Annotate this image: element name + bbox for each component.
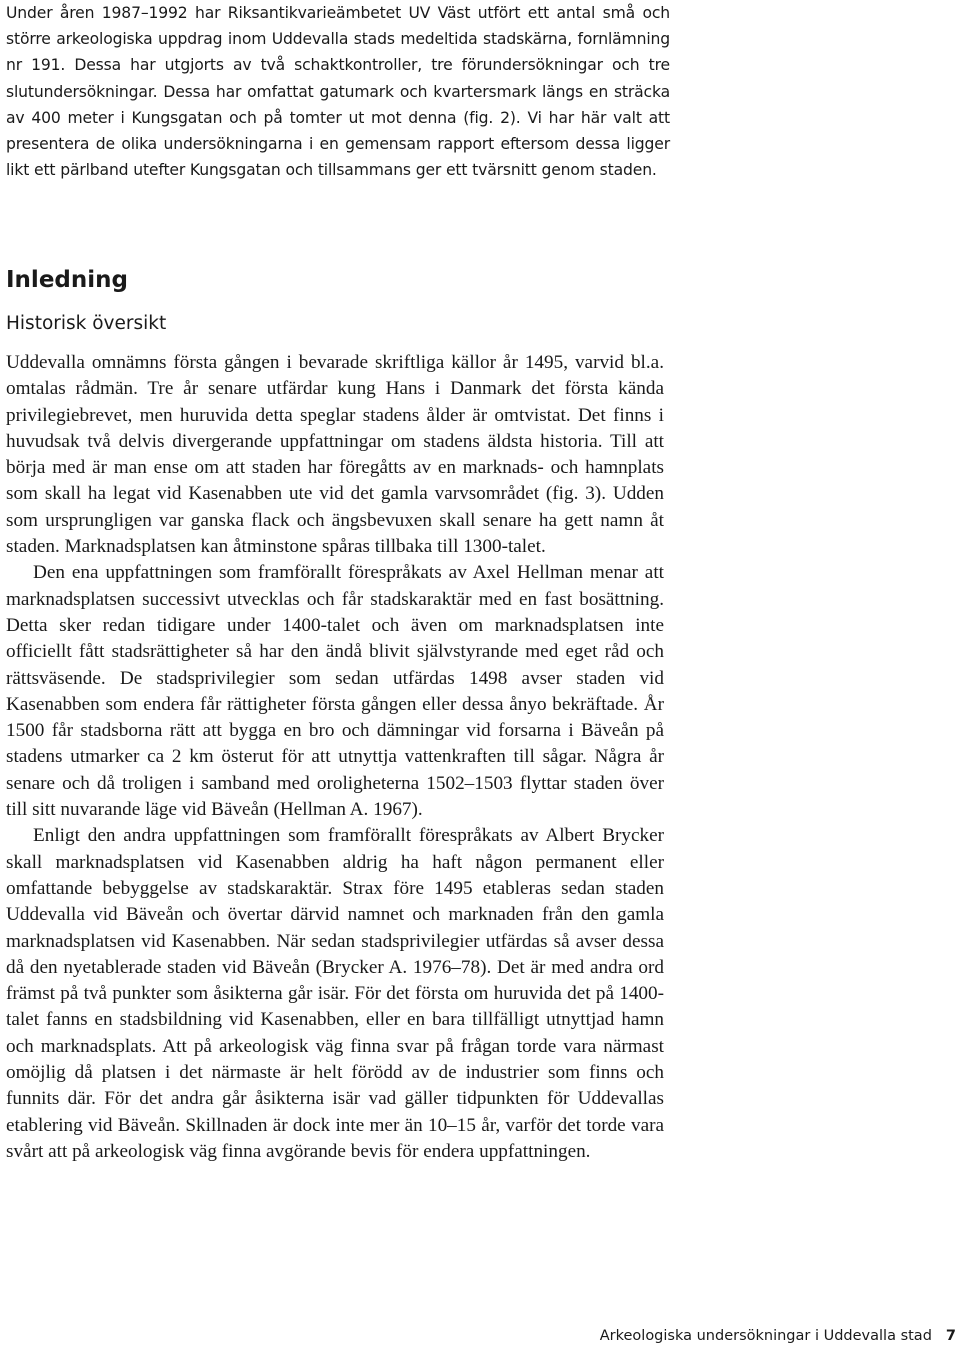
page-footer	[600, 1326, 956, 1346]
body-paragraph: Den ena uppfattningen som framförallt förespråkats av Axel Hellman menar att marknadsplatsen successivt utvecklas och får stadskaraktär med en fast bosättning. Detta sker redan tidigare under 1400-talet och även om marknadsplatsen inte officiellt fått stadsrättigheter så har den ändå blivit självstyrande med eget råd och rättsväsende. De stadsprivilegier som sedan utfärdas 1498 avser staden vid Kasenabben som endera får rättigheter första gången eller dessa ånyo bekräftade. År 1500 får stadsborna rätt att bygga en bro och dämningar vid forsarna i Bäveån på stadens utmarker ca 2 km österut för att utnyttja vattenkraften till sågar. Några år senare och då troligen i samband med oroligheterna 1502–1503 flyttar staden över till sitt nuvarande läge vid Bäveån (Hellman A. 1967).	[6, 562, 664, 821]
section-heading: Inledning	[6, 267, 128, 293]
body-paragraph: Enligt den andra uppfattningen som framförallt förespråkats av Albert Brycker skall marknadsplatsen vid Kasenabben aldrig ha haft någon permanent eller omfattande bebyggelse av stadskaraktär. Strax före 1495 etableras sedan staden Uddevalla vid Bäveån och övertar därvid namnet och marknaden från den gamla marknadsplatsen vid Kasenabben. När sedan stadsprivilegier utfärdas så avser dessa då den nyetablerade staden vid Bäveån (Brycker A. 1976–78). Det är med andra ord främst på två punkter som åsikterna går isär. För det första om huruvida det på 1400-talet fanns en stadsbildning vid Kasenabben, eller en bara tillfälligt utnyttjad hamn och marknadsplats. Att på arkeologisk väg finna svar på frågan torde vara närmast omöjlig då platsen i det närmaste är helt förödd av de industrier som finns och funnits där. För det andra går åsikterna isär vad gäller tidpunkten för Uddevallas etablering vid Bäveån. Skillnaden är dock inte mer än 10–15 år, varför det torde vara svårt att på arkeologisk väg finna avgörande bevis för endera uppfattningen.	[6, 825, 664, 1162]
footer-title: Arkeologiska undersökningar i Uddevalla stad	[599, 1328, 932, 1344]
section-subheading: Historisk översikt	[6, 313, 167, 334]
body-paragraph: Uddevalla omnämns första gången i bevarade skriftliga källor år 1495, varvid bl.a. omtalas rådmän. Tre år senare utfärdar kung Hans i Danmark det första kända privilegiebrevet, men huruvida detta speglar stadens ålder är omtvistat. Det finns i huvudsak två delvis divergerande uppfattningar om stadens äldsta historia. Till att börja med är man ense om att staden har föregåtts av en marknads- och hamnplats som skall ha legat vid Kasenabben ute vid det gamla varvsområdet (fig. 3). Udden som ursprungligen var ganska flack och ängsbevuxen skall senare ha gett namn åt staden. Marknadsplatsen kan åtminstone spåras tillbaka till 1300-talet.	[6, 352, 664, 558]
body-text	[6, 350, 664, 1165]
page-number: 7	[945, 1328, 956, 1344]
intro-paragraph: Under åren 1987–1992 har Riksantikvarieämbetet UV Väst utfört ett antal små och större arkeologiska uppdrag inom Uddevalla stads medeltida stadskärna, fornlämning nr 191. Dessa har utgjorts av två schaktkontroller, tre förundersökningar och tre slutundersökningar. Dessa har omfattat gatumark och kvartersmark längs en sträcka av 400 meter i Kungsgatan och på tomter ut mot denna (fig. 2). Vi har här valt att presentera de olika undersökningarna i en gemensam rapport eftersom dessa ligger likt ett pärlband utefter Kungsgatan och tillsammans ger ett tvärsnitt genom staden.	[6, 4, 670, 180]
